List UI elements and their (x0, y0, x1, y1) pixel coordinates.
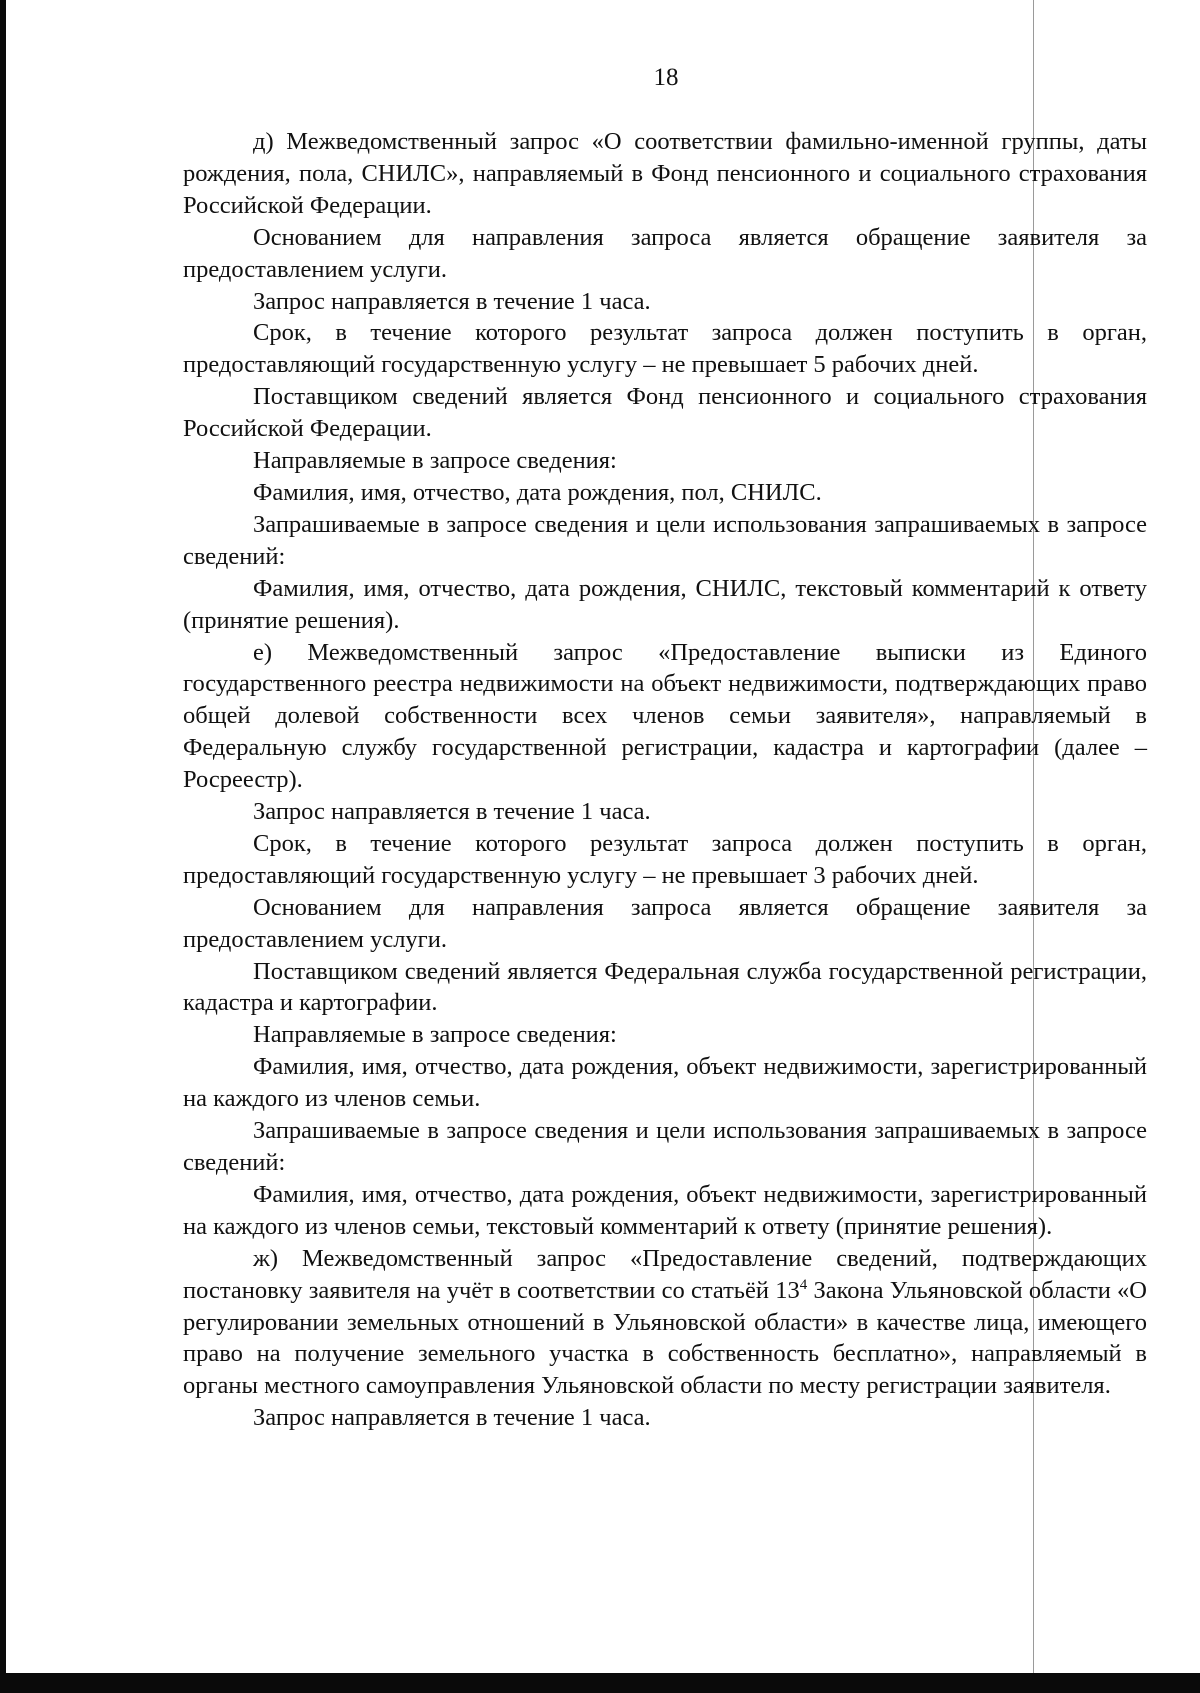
paragraph-zh-text-start: ж) Межведомственный запрос «Предоставление сведений, подтверждающих постановку заявителя на учёт в соответствии со статьёй 13 (183, 1244, 1147, 1304)
paragraph-d-sent-fields: Фамилия, имя, отчество, дата рождения, пол, СНИЛС. (253, 478, 822, 506)
document-body (183, 126, 1147, 1434)
paragraph-d-timing: Запрос направляется в течение 1 часа. (253, 287, 651, 315)
article-superscript: 4 (799, 1276, 808, 1293)
paragraph-e-sent-fields: Фамилия, имя, отчество, дата рождения, объект недвижимости, зарегистрированный на каждого из членов семьи. (183, 1053, 1147, 1113)
paragraph-d-requested-fields: Фамилия, имя, отчество, дата рождения, СНИЛС, текстовый комментарий к ответу (принятие решения). (183, 574, 1147, 634)
page-number: 18 (653, 64, 679, 91)
paragraph-e-request: е) Межведомственный запрос «Предоставление выписки из Единого государственного реестра недвижимости на объект недвижимости, подтверждающих право общей долевой собственности всех членов семьи заявителя», направляемый в Федеральную службу государственной регистрации, кадастра и картографии (далее – Росреестр). (183, 638, 1147, 794)
paragraph-e-requested-fields: Фамилия, имя, отчество, дата рождения, объект недвижимости, зарегистрированный на каждого из членов семьи, текстовый комментарий к ответу (принятие решения). (183, 1180, 1147, 1240)
paragraph-zh-timing: Запрос направляется в течение 1 часа. (253, 1404, 651, 1432)
paragraph-d-request: д) Межведомственный запрос «О соответствии фамильно-именной группы, даты рождения, пола, СНИЛС», направляемый в Фонд пенсионного и социального страхования Российской Федерации. (183, 128, 1147, 219)
paragraph-zh-request (183, 1243, 1147, 1403)
paragraph-d-provider: Поставщиком сведений является Фонд пенсионного и социального страхования Российской Федерации. (183, 383, 1147, 443)
paragraph-e-provider: Поставщиком сведений является Федеральная служба государственной регистрации, кадастра и картографии. (183, 957, 1147, 1017)
scan-edge-bottom (0, 1673, 1200, 1693)
paragraph-e-requested-heading: Запрашиваемые в запросе сведения и цели использования запрашиваемых в запросе сведений: (183, 1117, 1147, 1176)
paragraph-d-basis: Основанием для направления запроса является обращение заявителя за предоставлением услуги. (183, 223, 1147, 283)
scan-edge-left (0, 0, 6, 1693)
paragraph-d-deadline: Срок, в течение которого результат запроса должен поступить в орган, предоставляющий государственную услугу – не превышает 5 рабочих дней. (183, 319, 1147, 379)
paragraph-e-timing: Запрос направляется в течение 1 часа. (253, 798, 651, 826)
paragraph-d-sent-heading: Направляемые в запросе сведения: (253, 447, 617, 475)
paragraph-e-deadline: Срок, в течение которого результат запроса должен поступить в орган, предоставляющий государственную услугу – не превышает 3 рабочих дней. (183, 829, 1147, 889)
paragraph-zh-text-end: Закона Ульяновской области «О регулировании земельных отношений в Ульяновской области» в качестве лица, имеющего право на получение земельного участка в собственность бесплатно», направляемый в органы местного самоуправления Ульяновской области по месту регистрации заявителя. (183, 1276, 1147, 1400)
paragraph-d-requested-heading: Запрашиваемые в запросе сведения и цели использования запрашиваемых в запросе сведений: (183, 510, 1147, 570)
paragraph-e-basis: Основанием для направления запроса является обращение заявителя за предоставлением услуги. (183, 893, 1147, 953)
paragraph-e-sent-heading: Направляемые в запросе сведения: (253, 1021, 617, 1049)
